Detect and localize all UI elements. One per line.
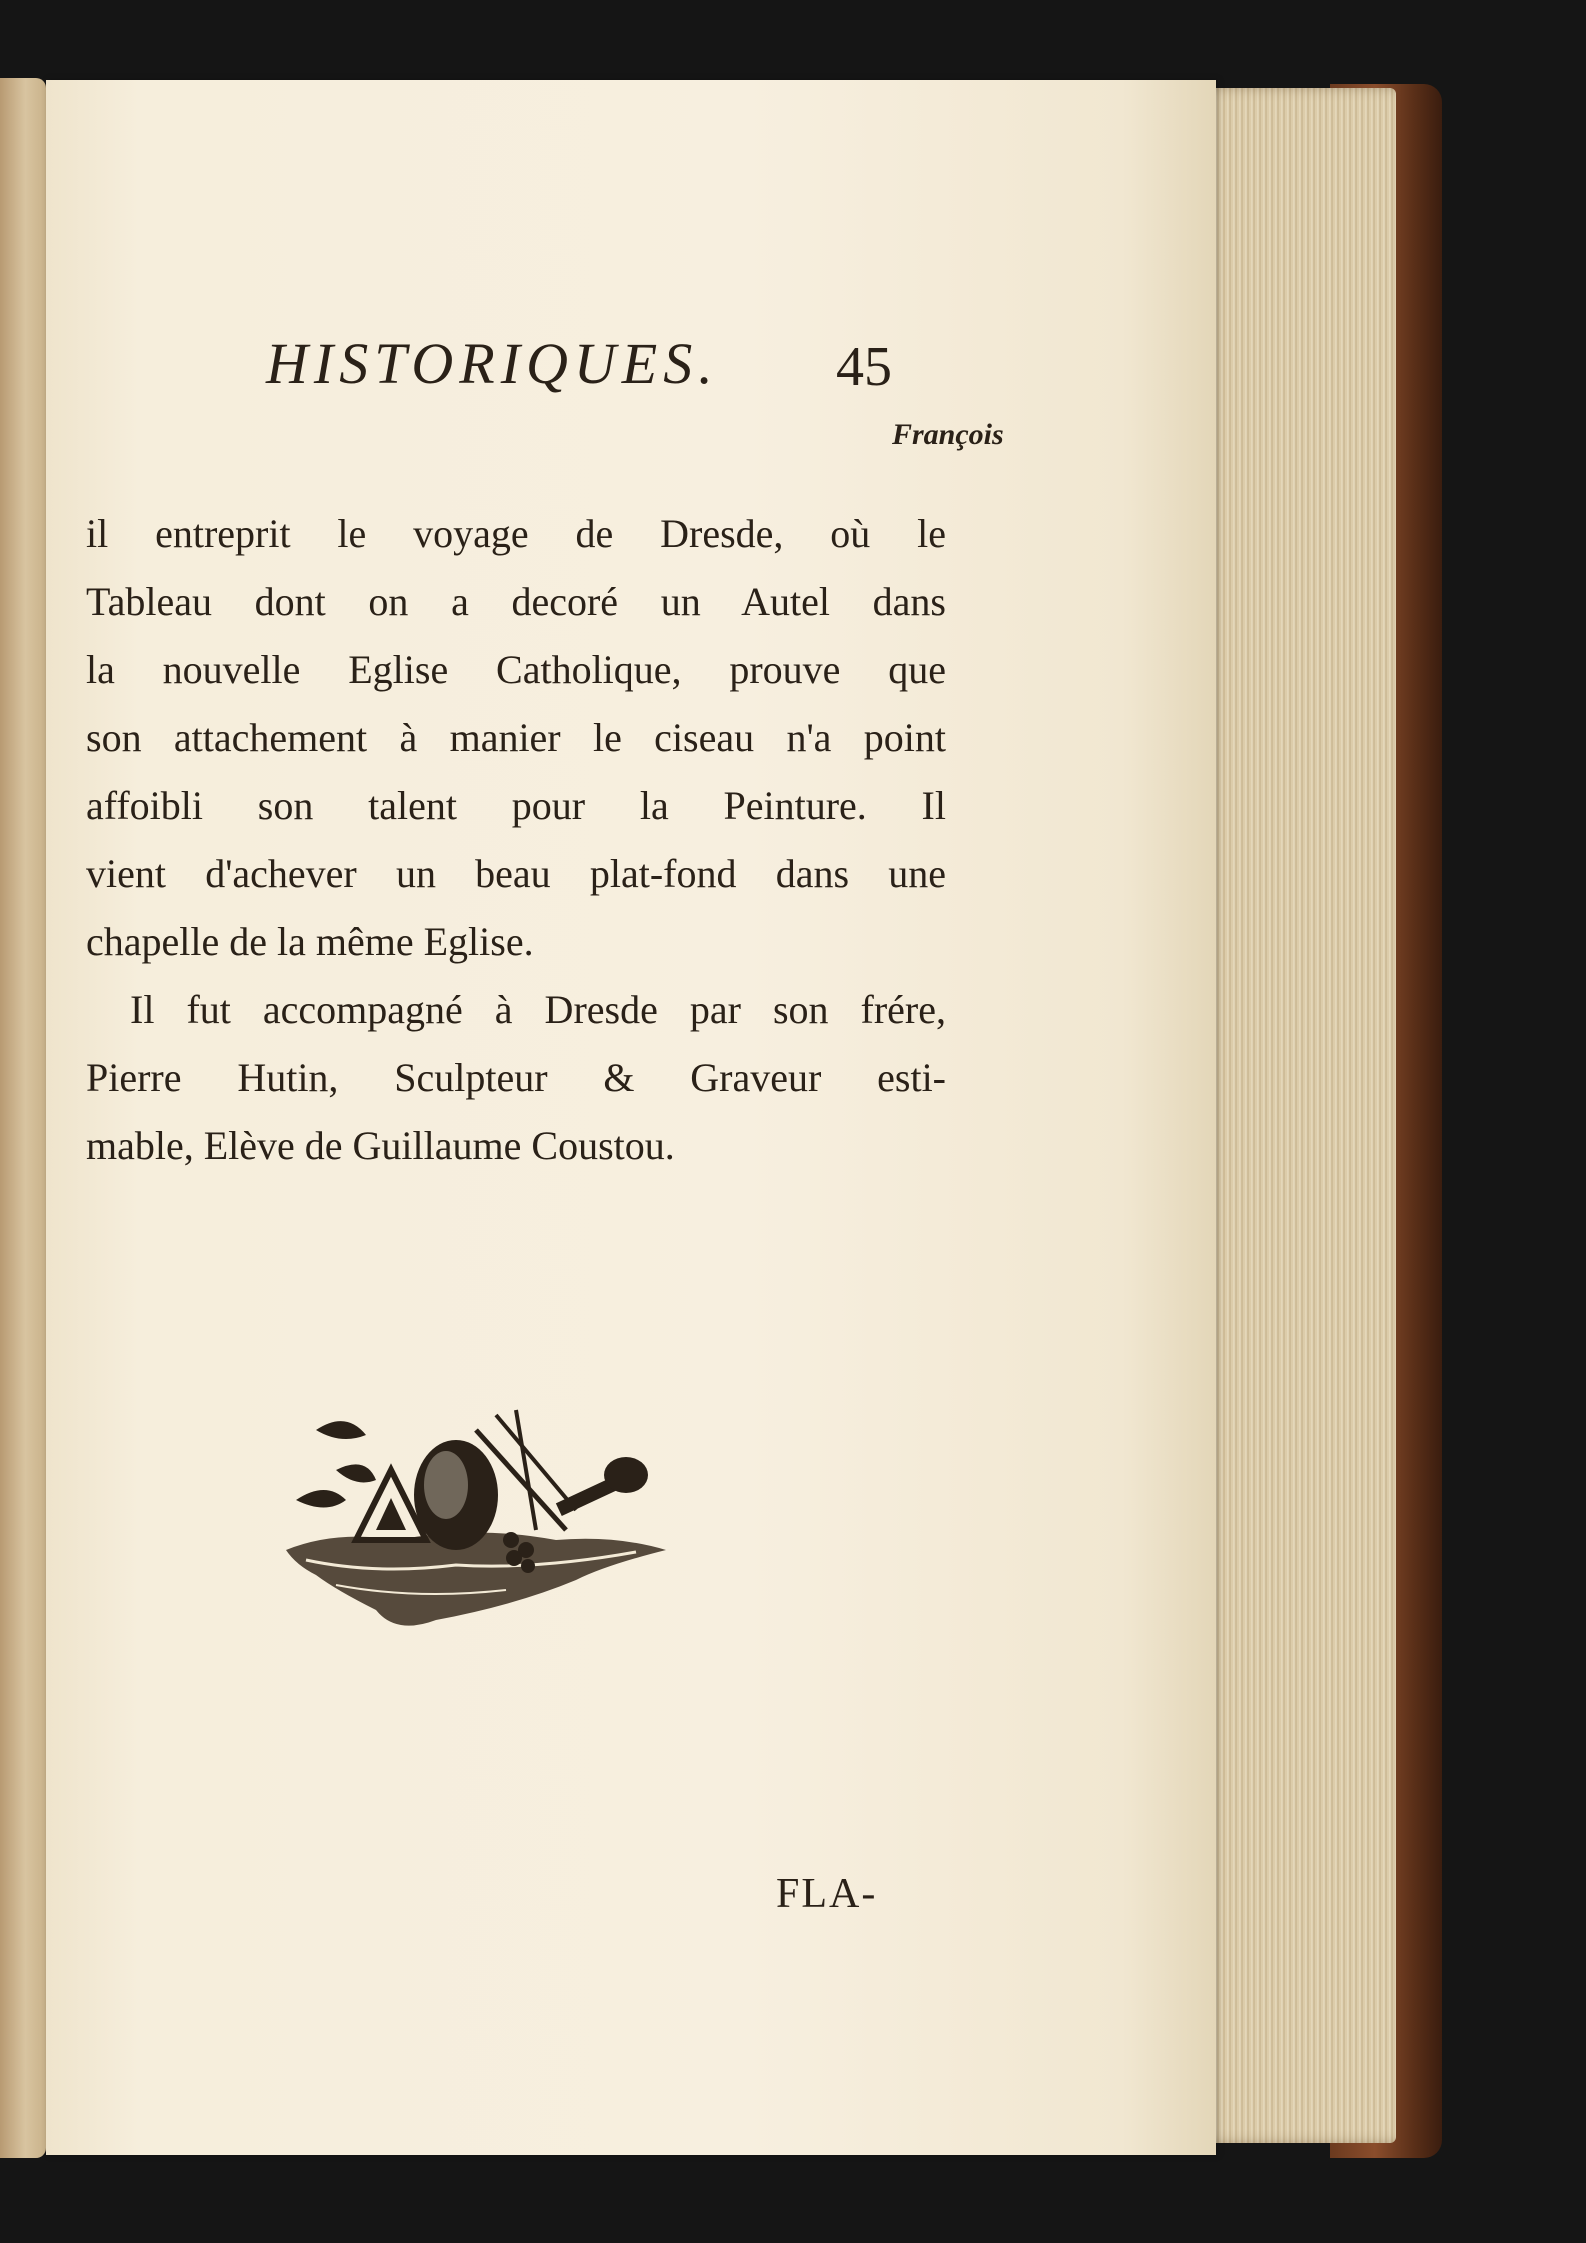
paragraph-2 xyxy=(86,976,946,1180)
book-page xyxy=(46,80,1216,2155)
text-line: la nouvelle Eglise Catholique, prouve que xyxy=(86,647,946,692)
running-head: HISTORIQUES. xyxy=(266,331,719,396)
page-block-edges xyxy=(1196,88,1396,2143)
text-line: Il fut accompagné à Dresde par son frére, xyxy=(130,987,946,1032)
text-line: son attachement à manier le ciseau n'a point xyxy=(86,715,946,760)
text-line: Tableau dont on a decoré un Autel dans xyxy=(86,579,946,624)
text-line: chapelle de la même Eglise. xyxy=(86,919,534,964)
text-line: vient d'achever un beau plat-fond dans une xyxy=(86,851,946,896)
catchword: FLA- xyxy=(776,1871,878,1917)
previous-page-edge xyxy=(0,78,46,2158)
text-line: affoibli son talent pour la Peinture. Il xyxy=(86,783,946,828)
vignette-ornament-icon xyxy=(276,1390,676,1670)
margin-note: François xyxy=(892,418,1004,451)
text-line: mable, Elève de Guillaume Coustou. xyxy=(86,1123,675,1168)
text-line: Pierre Hutin, Sculpteur & Graveur esti- xyxy=(86,1055,946,1100)
paragraph-1 xyxy=(86,500,946,976)
text-line: il entreprit le voyage de Dresde, où le xyxy=(86,511,946,556)
body-text xyxy=(86,500,946,1180)
page-number: 45 xyxy=(836,336,892,398)
